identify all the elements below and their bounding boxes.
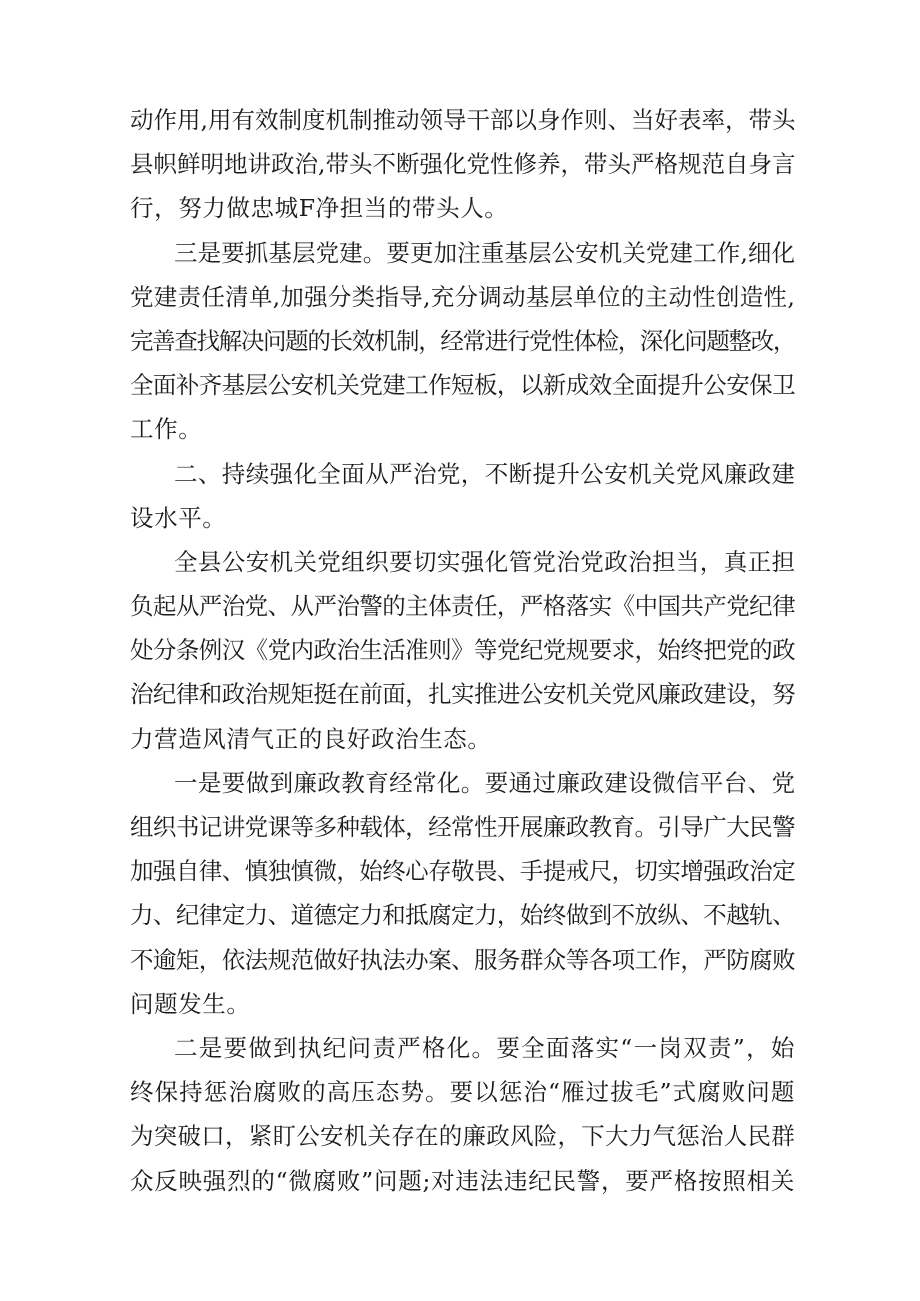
text-line: 县帜鲜明地讲政治,带头不断强化党性修养，带头严格规范自身言 <box>130 150 795 179</box>
text-line: 加强自律、慎独慎微，始终心存敬畏、手提戒尺，切实增强政治定 <box>130 857 795 886</box>
text-line: 三是要抓基层党建。要更加注重基层公安机关党建工作,细化 <box>174 238 795 267</box>
document-body <box>130 98 795 1203</box>
text-line: 动作用,用有效制度机制推动领导干部以身作则、当好表率，带头 <box>130 106 795 134</box>
text-line: 问题发生。 <box>130 989 251 1018</box>
paragraph <box>130 540 795 761</box>
paragraph <box>130 1026 795 1203</box>
text-line: 负起从严治党、从严治警的主体责任，严格落实《中国共产党纪律 <box>130 592 795 621</box>
text-line: 力、纪律定力、道德定力和抵腐定力，始终做到不放纵、不越轨、 <box>130 901 795 930</box>
text-line: 一是要做到廉政教育经常化。要通过廉政建设微信平台、党 <box>174 768 795 797</box>
text-line: 二、持续强化全面从严治党，不断提升公安机关党风廉政建 <box>174 459 795 488</box>
text-line: 不逾矩，依法规范做好执法办案、服务群众等各项工作，严防腐败 <box>130 945 795 974</box>
text-line: 党建责任清单,加强分类指导,充分调动基层单位的主动性创造性, <box>130 282 795 311</box>
text-line: 处分条例汉《党内政治生活准则》等党纪党规要求，始终把党的政 <box>130 636 795 665</box>
section-heading <box>130 452 795 540</box>
text-line: 工作。 <box>130 415 203 444</box>
text-line: 终保持惩治腐败的高压态势。要以惩治“雁过拔毛”式腐败问题 <box>130 1078 795 1107</box>
paragraph <box>130 98 795 231</box>
paragraph <box>130 231 795 452</box>
text-line: 全面补齐基层公安机关党建工作短板，以新成效全面提升公安保卫 <box>130 371 795 400</box>
text-line: 组织书记讲党课等多种载体，经常性开展廉政教育。引导广大民警 <box>130 813 795 841</box>
text-line: 力营造风清气正的良好政治生态。 <box>130 724 492 753</box>
text-line: 完善查找解决问题的长效机制，经常进行党性体检，深化问题整改， <box>130 326 795 355</box>
text-line: 设水平。 <box>130 503 227 532</box>
text-line: 为突破口，紧盯公安机关存在的廉政风险，下大力气惩治人民群 <box>130 1122 795 1151</box>
text-line: 众反映强烈的“微腐败”问题;对违法违纪民警，要严格按照相关 <box>130 1166 795 1195</box>
paragraph <box>130 761 795 1026</box>
text-line: 全县公安机关党组织要切实强化管党治党政治担当，真正担 <box>174 547 795 576</box>
text-line: 行，努力做忠城F净担当的带头人。 <box>130 194 509 223</box>
text-line: 二是要做到执纪问责严格化。要全面落实“一岗双责”，始 <box>174 1033 795 1062</box>
text-line: 治纪律和政治规矩挺在前面，扎实推进公安机关党风廉政建设，努 <box>130 680 795 709</box>
